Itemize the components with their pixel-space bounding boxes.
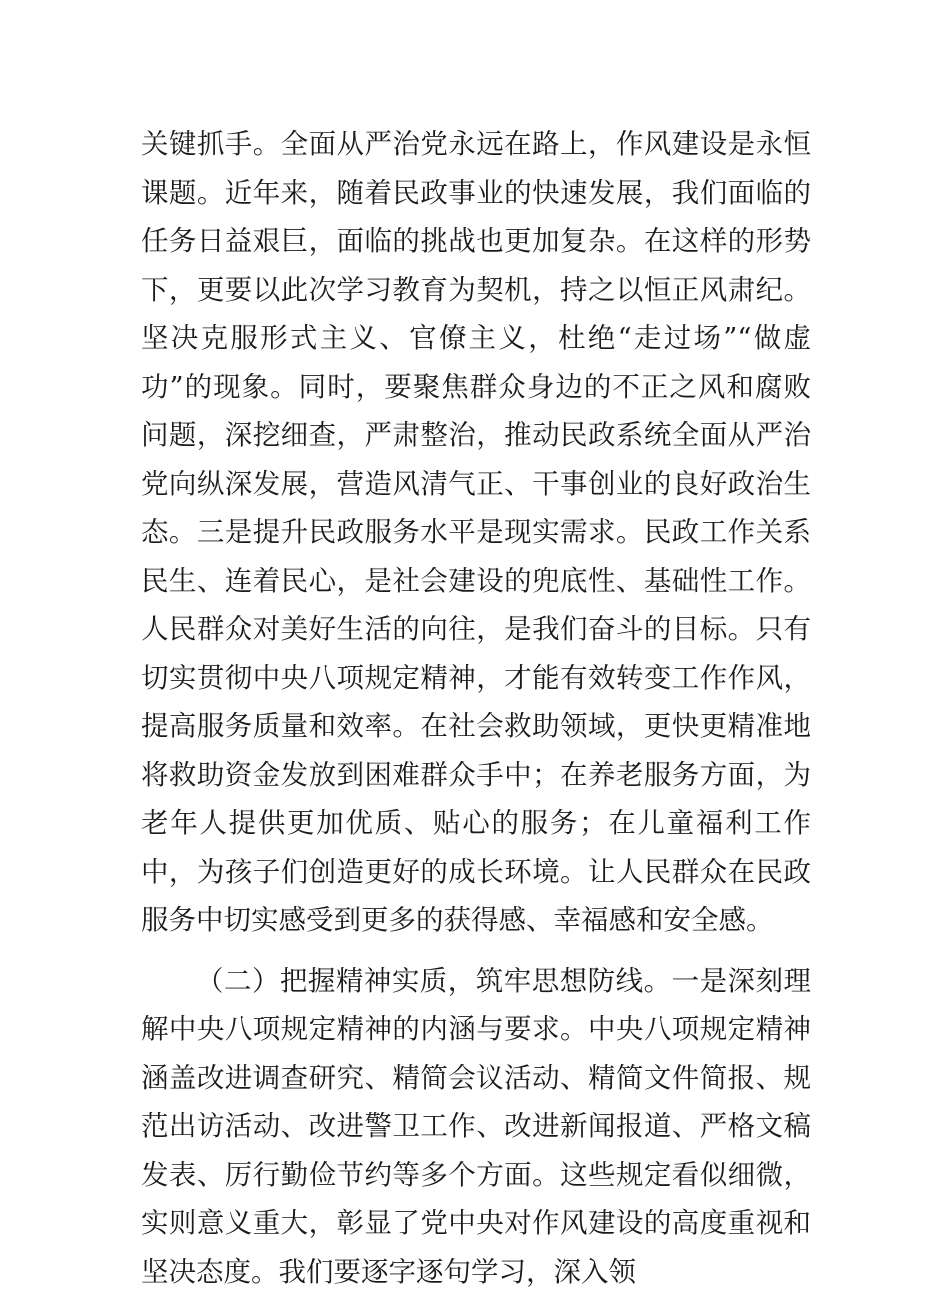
- document-body: [141, 120, 811, 1296]
- paragraph-spacer: [141, 945, 811, 957]
- paragraph-continuation: 关键抓手。全面从严治党永远在路上，作风建设是永恒课题。近年来，随着民政事业的快速发展，我们面临的任务日益艰巨，面临的挑战也更加复杂。在这样的形势下，更要以此次学习教育为契机，持之以恒正风肃纪。坚决克服形式主义、官僚主义，杜绝“走过场”“做虚功”的现象。同时，要聚焦群众身边的不正之风和腐败问题，深挖细查，严肃整治，推动民政系统全面从严治党向纵深发展，营造风清气正、干事创业的良好政治生态。三是提升民政服务水平是现实需求。民政工作关系民生、连着民心，是社会建设的兜底性、基础性工作。人民群众对美好生活的向往，是我们奋斗的目标。只有切实贯彻中央八项规定精神，才能有效转变工作作风，提高服务质量和效率。在社会救助领域，更快更精准地将救助资金发放到困难群众手中；在养老服务方面，为老年人提供更加优质、贴心的服务；在儿童福利工作中，为孩子们创造更好的成长环境。让人民群众在民政服务中切实感受到更多的获得感、幸福感和安全感。: [141, 120, 811, 945]
- paragraph-section-two: （二）把握精神实质，筑牢思想防线。一是深刻理解中央八项规定精神的内涵与要求。中央八项规定精神涵盖改进调查研究、精简会议活动、精简文件简报、规范出访活动、改进警卫工作、改进新闻报道、严格文稿发表、厉行勤俭节约等多个方面。这些规定看似细微，实则意义重大，彰显了党中央对作风建设的高度重视和坚决态度。我们要逐字逐句学习，深入领: [141, 957, 811, 1296]
